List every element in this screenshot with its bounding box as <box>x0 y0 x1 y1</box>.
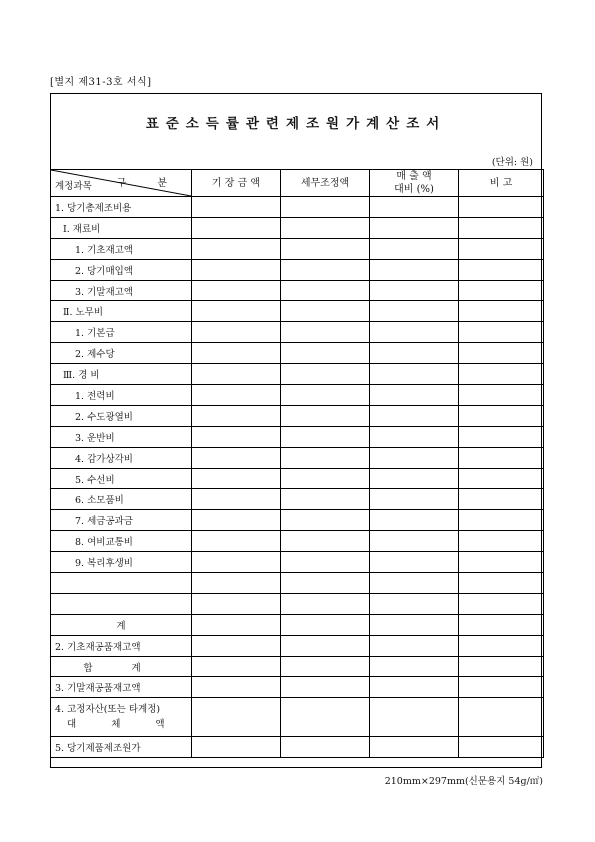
total-label: 합 계 <box>51 656 192 677</box>
sales-ratio-cell[interactable] <box>370 489 459 510</box>
tax-adjustment-cell[interactable] <box>281 259 370 280</box>
tax-adjustment-cell[interactable] <box>281 322 370 343</box>
note-cell[interactable] <box>459 552 544 573</box>
note-cell[interactable] <box>459 698 544 737</box>
note-cell[interactable] <box>459 635 544 656</box>
row-label: 6. 소모품비 <box>51 489 192 510</box>
row-label: 2. 당기매입액 <box>51 259 192 280</box>
header-note: 비 고 <box>459 170 544 197</box>
table-row <box>51 614 544 635</box>
note-cell[interactable] <box>459 364 544 385</box>
tax-adjustment-cell[interactable] <box>281 238 370 259</box>
book-amount-cell[interactable] <box>192 405 281 426</box>
table-row <box>51 426 544 447</box>
row-label: 3. 기말재공품재고액 <box>51 677 192 698</box>
row-label: 대 체 액 <box>67 719 181 731</box>
tax-adjustment-cell[interactable] <box>281 614 370 635</box>
book-amount-cell[interactable] <box>192 364 281 385</box>
sales-ratio-cell[interactable] <box>370 280 459 301</box>
row-label: 2. 수도광열비 <box>51 405 192 426</box>
sales-ratio-cell[interactable] <box>370 426 459 447</box>
table-row <box>51 238 544 259</box>
sales-ratio-cell[interactable] <box>370 698 459 737</box>
table-row <box>51 698 544 737</box>
paper-size-note: 210mm×297mm(신문용지 54g/㎡) <box>384 776 543 787</box>
table-row <box>51 656 544 677</box>
note-cell[interactable] <box>459 217 544 238</box>
sales-ratio-cell[interactable] <box>370 656 459 677</box>
tax-adjustment-cell[interactable] <box>281 468 370 489</box>
book-amount-cell[interactable] <box>192 698 281 737</box>
tax-adjustment-cell[interactable] <box>281 531 370 552</box>
note-cell[interactable] <box>459 531 544 552</box>
note-cell[interactable] <box>459 468 544 489</box>
sales-ratio-cell[interactable] <box>370 385 459 406</box>
row-label: 1. 당기총제조비용 <box>51 197 192 218</box>
book-amount-cell[interactable] <box>192 447 281 468</box>
book-amount-cell[interactable] <box>192 468 281 489</box>
row-label[interactable] <box>51 593 192 614</box>
tax-adjustment-cell[interactable] <box>281 698 370 737</box>
header-diagonal-cell <box>51 170 192 197</box>
book-amount-cell[interactable] <box>192 426 281 447</box>
book-amount-cell[interactable] <box>192 238 281 259</box>
note-cell[interactable] <box>459 656 544 677</box>
note-cell[interactable] <box>459 573 544 594</box>
book-amount-cell[interactable] <box>192 197 281 218</box>
table-row <box>51 343 544 364</box>
sales-ratio-cell[interactable] <box>370 614 459 635</box>
sales-ratio-cell[interactable] <box>370 259 459 280</box>
book-amount-cell[interactable] <box>192 259 281 280</box>
header-account-label: 계정과목 <box>55 181 92 192</box>
note-cell[interactable] <box>459 322 544 343</box>
sales-ratio-cell[interactable] <box>370 510 459 531</box>
sales-ratio-cell[interactable] <box>370 405 459 426</box>
book-amount-cell[interactable] <box>192 677 281 698</box>
sales-ratio-cell[interactable] <box>370 322 459 343</box>
book-amount-cell[interactable] <box>192 552 281 573</box>
book-amount-cell[interactable] <box>192 343 281 364</box>
row-label: 4. 고정자산(또는 타계정) <box>55 704 161 716</box>
table-row <box>51 531 544 552</box>
tax-adjustment-cell[interactable] <box>281 385 370 406</box>
book-amount-cell[interactable] <box>192 614 281 635</box>
book-amount-cell[interactable] <box>192 510 281 531</box>
sales-ratio-cell[interactable] <box>370 197 459 218</box>
book-amount-cell[interactable] <box>192 656 281 677</box>
sales-ratio-cell[interactable] <box>370 468 459 489</box>
sales-ratio-cell[interactable] <box>370 737 459 758</box>
book-amount-cell[interactable] <box>192 737 281 758</box>
table-row <box>51 552 544 573</box>
tax-adjustment-cell[interactable] <box>281 656 370 677</box>
table-row <box>51 259 544 280</box>
row-label: Ⅲ. 경 비 <box>51 364 192 385</box>
row-label: 1. 기본급 <box>51 322 192 343</box>
tax-adjustment-cell[interactable] <box>281 405 370 426</box>
row-label: 2. 제수당 <box>51 343 192 364</box>
tax-adjustment-cell[interactable] <box>281 677 370 698</box>
note-cell[interactable] <box>459 489 544 510</box>
note-cell[interactable] <box>459 737 544 758</box>
tax-adjustment-cell[interactable] <box>281 737 370 758</box>
row-label: 9. 복리후생비 <box>51 552 192 573</box>
row-label: 7. 세금공과금 <box>51 510 192 531</box>
form-number-label: [별지 제31-3호 서식] <box>50 77 152 88</box>
table-row <box>51 322 544 343</box>
unit-label: (단위: 원) <box>491 157 533 168</box>
note-cell[interactable] <box>459 238 544 259</box>
row-label: 4. 감가상각비 <box>51 447 192 468</box>
table-header-row <box>51 170 544 197</box>
row-label: Ⅰ. 재료비 <box>51 217 192 238</box>
row-label-two-line <box>51 698 192 737</box>
row-label[interactable] <box>51 573 192 594</box>
sales-ratio-cell[interactable] <box>370 217 459 238</box>
row-label: 1. 전력비 <box>51 385 192 406</box>
table-row <box>51 635 544 656</box>
sales-ratio-cell[interactable] <box>370 364 459 385</box>
row-label: 1. 기초재고액 <box>51 238 192 259</box>
table-row <box>51 737 544 758</box>
tax-adjustment-cell[interactable] <box>281 552 370 573</box>
row-label: Ⅱ. 노무비 <box>51 301 192 322</box>
tax-adjustment-cell[interactable] <box>281 573 370 594</box>
row-label: 2. 기초재공품재고액 <box>51 635 192 656</box>
tax-adjustment-cell[interactable] <box>281 343 370 364</box>
tax-adjustment-cell[interactable] <box>281 301 370 322</box>
header-tax-adjustment: 세무조정액 <box>281 170 370 197</box>
book-amount-cell[interactable] <box>192 531 281 552</box>
note-cell[interactable] <box>459 385 544 406</box>
note-cell[interactable] <box>459 343 544 364</box>
note-cell[interactable] <box>459 447 544 468</box>
tax-adjustment-cell[interactable] <box>281 217 370 238</box>
note-cell[interactable] <box>459 259 544 280</box>
book-amount-cell[interactable] <box>192 635 281 656</box>
table-row <box>51 447 544 468</box>
sales-ratio-cell[interactable] <box>370 238 459 259</box>
note-cell[interactable] <box>459 197 544 218</box>
note-cell[interactable] <box>459 280 544 301</box>
table-row <box>51 217 544 238</box>
sales-ratio-cell[interactable] <box>370 343 459 364</box>
table-row <box>51 510 544 531</box>
header-book-amount: 기 장 금 액 <box>192 170 281 197</box>
table-row <box>51 385 544 406</box>
sales-ratio-cell[interactable] <box>370 552 459 573</box>
book-amount-cell[interactable] <box>192 593 281 614</box>
tax-adjustment-cell[interactable] <box>281 489 370 510</box>
tax-adjustment-cell[interactable] <box>281 197 370 218</box>
table-row <box>51 489 544 510</box>
subtotal-label: 계 <box>51 614 192 635</box>
tax-adjustment-cell[interactable] <box>281 510 370 531</box>
tax-adjustment-cell[interactable] <box>281 280 370 301</box>
note-cell[interactable] <box>459 301 544 322</box>
sales-ratio-cell[interactable] <box>370 301 459 322</box>
note-cell[interactable] <box>459 614 544 635</box>
table-row <box>51 280 544 301</box>
sales-ratio-cell[interactable] <box>370 635 459 656</box>
header-division-label: 구 분 <box>116 178 181 189</box>
cost-table <box>50 169 544 758</box>
table-row <box>51 405 544 426</box>
table-row <box>51 677 544 698</box>
header-sales-ratio: 매 출 액 대비 (%) <box>370 170 459 197</box>
row-label: 3. 기말재고액 <box>51 280 192 301</box>
table-row <box>51 301 544 322</box>
form-title: 표준소득률관련제조원가계산조서 <box>145 116 447 132</box>
table-row <box>51 593 544 614</box>
row-label: 5. 당기제품제조원가 <box>51 737 192 758</box>
sales-ratio-cell[interactable] <box>370 531 459 552</box>
table-row <box>51 573 544 594</box>
tax-adjustment-cell[interactable] <box>281 426 370 447</box>
book-amount-cell[interactable] <box>192 489 281 510</box>
table-row <box>51 364 544 385</box>
tax-adjustment-cell[interactable] <box>281 447 370 468</box>
book-amount-cell[interactable] <box>192 322 281 343</box>
note-cell[interactable] <box>459 510 544 531</box>
row-label: 8. 여비교통비 <box>51 531 192 552</box>
sales-ratio-cell[interactable] <box>370 593 459 614</box>
note-cell[interactable] <box>459 677 544 698</box>
note-cell[interactable] <box>459 593 544 614</box>
book-amount-cell[interactable] <box>192 573 281 594</box>
row-label: 3. 운반비 <box>51 426 192 447</box>
tax-adjustment-cell[interactable] <box>281 635 370 656</box>
book-amount-cell[interactable] <box>192 301 281 322</box>
sales-ratio-cell[interactable] <box>370 573 459 594</box>
book-amount-cell[interactable] <box>192 217 281 238</box>
tax-adjustment-cell[interactable] <box>281 364 370 385</box>
form-frame <box>50 93 542 768</box>
tax-adjustment-cell[interactable] <box>281 593 370 614</box>
sales-ratio-cell[interactable] <box>370 677 459 698</box>
note-cell[interactable] <box>459 426 544 447</box>
table-row <box>51 468 544 489</box>
row-label: 5. 수선비 <box>51 468 192 489</box>
book-amount-cell[interactable] <box>192 280 281 301</box>
note-cell[interactable] <box>459 405 544 426</box>
sales-ratio-cell[interactable] <box>370 447 459 468</box>
book-amount-cell[interactable] <box>192 385 281 406</box>
table-row <box>51 197 544 218</box>
